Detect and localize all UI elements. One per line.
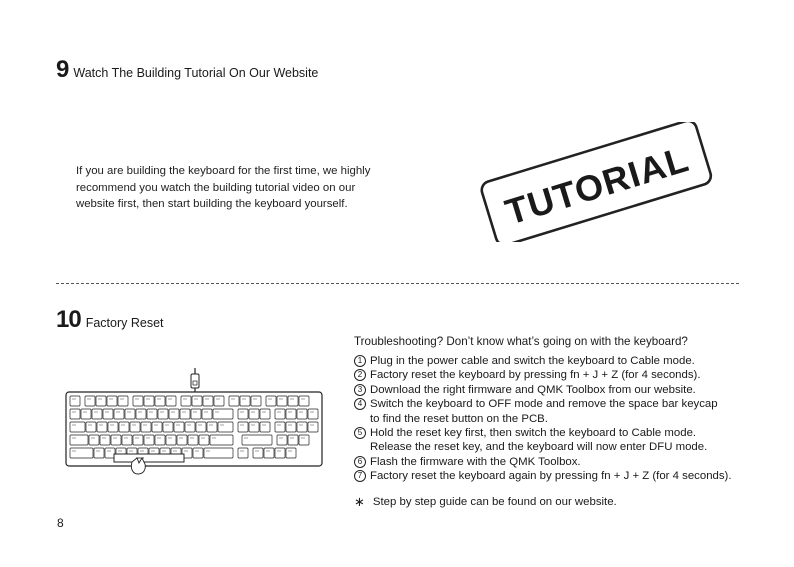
section-9-number: 9 bbox=[56, 56, 69, 83]
keycap bbox=[264, 448, 274, 458]
keycap bbox=[92, 409, 102, 419]
section-9-heading bbox=[56, 58, 318, 82]
step-number: 1 bbox=[354, 355, 366, 367]
guide-note bbox=[354, 494, 617, 510]
keycap bbox=[85, 396, 95, 406]
asterisk-icon: ∗ bbox=[354, 494, 365, 509]
tutorial-intro-paragraph bbox=[76, 163, 406, 213]
keycap bbox=[275, 448, 285, 458]
step-number: 2 bbox=[354, 369, 366, 381]
step-5 bbox=[354, 426, 732, 455]
keyboard-illustration bbox=[60, 366, 328, 478]
keycap bbox=[111, 435, 121, 445]
step-text: Factory reset the keyboard by pressing fn + J + Z (for 4 seconds). bbox=[370, 369, 701, 382]
keycap bbox=[196, 422, 206, 432]
keycap bbox=[299, 435, 309, 445]
keycap bbox=[286, 409, 296, 419]
keycap bbox=[70, 448, 93, 458]
keycap bbox=[152, 422, 162, 432]
keycap bbox=[242, 435, 272, 445]
keycap bbox=[118, 396, 128, 406]
keycap bbox=[70, 396, 80, 406]
keycap bbox=[114, 409, 124, 419]
keycap bbox=[210, 435, 233, 445]
keycap bbox=[141, 422, 151, 432]
keycap bbox=[174, 422, 184, 432]
keycap bbox=[213, 409, 233, 419]
keycap bbox=[204, 448, 233, 458]
step-2 bbox=[354, 368, 732, 382]
step-6 bbox=[354, 455, 732, 469]
keycap bbox=[277, 435, 287, 445]
tutorial-badge-text: TUTORIAL bbox=[500, 138, 694, 233]
keycap bbox=[97, 422, 107, 432]
step-number: 7 bbox=[354, 470, 366, 482]
keycap bbox=[169, 409, 179, 419]
keycap bbox=[155, 435, 165, 445]
keycap bbox=[188, 435, 198, 445]
keycap bbox=[89, 435, 99, 445]
keycap bbox=[166, 396, 176, 406]
keycap bbox=[288, 396, 298, 406]
section-9-title: Watch The Building Tutorial On Our Website bbox=[73, 66, 319, 80]
keycap bbox=[218, 422, 233, 432]
keyboard-keys bbox=[70, 396, 318, 458]
keycap bbox=[144, 435, 154, 445]
keycap bbox=[163, 422, 173, 432]
keycap bbox=[70, 409, 80, 419]
step-number: 4 bbox=[354, 398, 366, 410]
keycap bbox=[158, 409, 168, 419]
keycap bbox=[180, 409, 190, 419]
keycap bbox=[177, 435, 187, 445]
keycap bbox=[214, 396, 224, 406]
keycap bbox=[108, 422, 118, 432]
keycap bbox=[297, 409, 307, 419]
keycap bbox=[203, 396, 213, 406]
keycap bbox=[193, 448, 203, 458]
keycap bbox=[238, 422, 248, 432]
keycap bbox=[238, 409, 248, 419]
keycap bbox=[260, 422, 270, 432]
keycap bbox=[86, 422, 96, 432]
step-text-continued: to find the reset button on the PCB. bbox=[370, 412, 548, 425]
step-text-continued: Release the reset key, and the keyboard will now enter DFU mode. bbox=[370, 441, 708, 454]
step-text: Hold the reset key first, then switch the keyboard to Cable mode. bbox=[370, 427, 697, 440]
keycap bbox=[297, 422, 307, 432]
keycap bbox=[185, 422, 195, 432]
step-text: Switch the keyboard to OFF mode and remove the space bar keycap bbox=[370, 398, 718, 411]
step-number: 3 bbox=[354, 384, 366, 396]
step-3 bbox=[354, 383, 732, 397]
keycap bbox=[147, 409, 157, 419]
keycap bbox=[286, 422, 296, 432]
keycap bbox=[275, 422, 285, 432]
keycap bbox=[130, 422, 140, 432]
keycap bbox=[70, 435, 88, 445]
section-10-title: Factory Reset bbox=[85, 316, 164, 330]
keycap bbox=[96, 396, 106, 406]
keycap bbox=[181, 396, 191, 406]
keycap bbox=[133, 435, 143, 445]
keycap bbox=[70, 422, 85, 432]
keycap bbox=[286, 448, 296, 458]
keycap bbox=[240, 396, 250, 406]
keycap bbox=[94, 448, 104, 458]
step-text: Factory reset the keyboard again by pressing fn + J + Z (for 4 seconds). bbox=[370, 470, 732, 483]
keycap bbox=[260, 409, 270, 419]
keycap bbox=[238, 448, 248, 458]
hand-pointer-icon bbox=[131, 458, 145, 474]
intro-line: If you are building the keyboard for the first time, we highly bbox=[76, 165, 371, 177]
step-7 bbox=[354, 469, 732, 483]
keycap bbox=[249, 409, 259, 419]
keycap bbox=[275, 409, 285, 419]
reset-steps-list bbox=[354, 354, 732, 484]
step-text: Plug in the power cable and switch the keyboard to Cable mode. bbox=[370, 355, 695, 367]
step-text: Download the right firmware and QMK Toolbox from our website. bbox=[370, 383, 696, 396]
keycap bbox=[144, 396, 154, 406]
guide-note-text: Step by step guide can be found on our website. bbox=[372, 496, 617, 508]
keycap bbox=[192, 396, 202, 406]
section-divider bbox=[56, 283, 739, 284]
keycap bbox=[81, 409, 91, 419]
troubleshooting-question: Troubleshooting? Don’t know what’s going on with the keyboard? bbox=[354, 335, 688, 348]
keycap bbox=[202, 409, 212, 419]
keycap bbox=[107, 396, 117, 406]
keycap bbox=[308, 422, 318, 432]
keycap bbox=[133, 396, 143, 406]
keycap bbox=[166, 435, 176, 445]
keycap bbox=[136, 409, 146, 419]
section-10-number: 10 bbox=[56, 306, 81, 333]
keycap bbox=[122, 435, 132, 445]
keycap bbox=[266, 396, 276, 406]
keycap bbox=[100, 435, 110, 445]
section-10-heading bbox=[56, 308, 164, 332]
step-1 bbox=[354, 354, 732, 368]
keycap bbox=[253, 448, 263, 458]
intro-line: recommend you watch the building tutorial video on our bbox=[76, 181, 356, 194]
keycap bbox=[103, 409, 113, 419]
step-number: 6 bbox=[354, 456, 366, 468]
keycap bbox=[249, 422, 259, 432]
step-4 bbox=[354, 397, 732, 426]
space-bar-slot bbox=[114, 454, 184, 462]
keycap bbox=[155, 396, 165, 406]
keycap bbox=[299, 396, 309, 406]
step-text: Flash the firmware with the QMK Toolbox. bbox=[370, 455, 581, 468]
intro-line: website first, then start building the keyboard yourself. bbox=[76, 198, 348, 210]
keycap bbox=[308, 409, 318, 419]
keycap bbox=[288, 435, 298, 445]
step-number: 5 bbox=[354, 427, 366, 439]
keycap bbox=[119, 422, 129, 432]
keycap bbox=[199, 435, 209, 445]
keycap bbox=[251, 396, 261, 406]
keycap bbox=[207, 422, 217, 432]
keycap bbox=[191, 409, 201, 419]
keycap bbox=[277, 396, 287, 406]
keycap bbox=[125, 409, 135, 419]
tutorial-badge bbox=[476, 122, 716, 242]
page-number: 8 bbox=[57, 516, 64, 530]
keycap bbox=[229, 396, 239, 406]
